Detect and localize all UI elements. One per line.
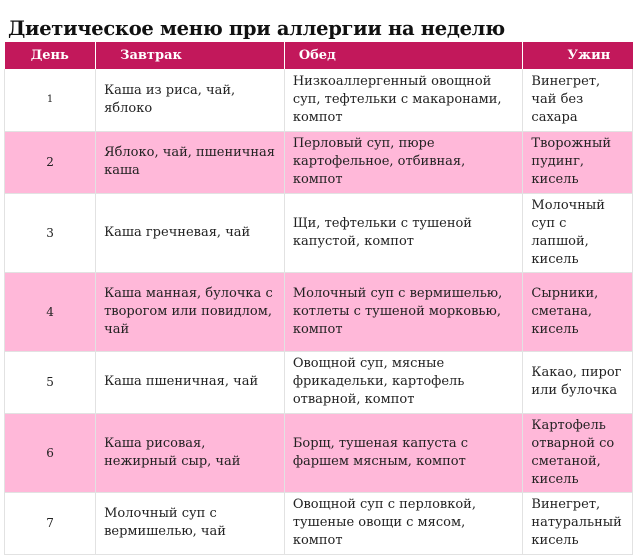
table-row xyxy=(5,413,633,492)
table-body xyxy=(5,69,633,554)
dinner-cell: Какао, пирог или булочка xyxy=(523,351,633,413)
table-row xyxy=(5,351,633,413)
lunch-cell: Перловый суп, пюре картофельное, отбивная, компот xyxy=(284,131,523,193)
header-lunch: Обед xyxy=(284,42,523,69)
breakfast-cell: Каша гречневая, чай xyxy=(96,193,285,272)
page-title: Диетическое меню при аллергии на неделю xyxy=(8,17,505,41)
day-cell: 1 xyxy=(5,69,96,131)
dinner-cell: Творожный пудинг, кисель xyxy=(523,131,633,193)
day-cell: 4 xyxy=(5,272,96,351)
breakfast-cell: Каша из риса, чай, яблоко xyxy=(96,69,285,131)
table-header xyxy=(5,42,633,69)
table-row xyxy=(5,193,633,272)
header-breakfast: Завтрак xyxy=(96,42,285,69)
dinner-cell: Молочный суп с лапшой, кисель xyxy=(523,193,633,272)
lunch-cell: Щи, тефтельки с тушеной капустой, компот xyxy=(284,193,523,272)
dinner-cell: Винегрет, натуральный кисель xyxy=(523,492,633,554)
table-row xyxy=(5,492,633,554)
dinner-cell: Картофель отварной со сметаной, кисель xyxy=(523,413,633,492)
day-cell: 5 xyxy=(5,351,96,413)
breakfast-cell: Каша манная, булочка с творогом или повидлом, чай xyxy=(96,272,285,351)
day-cell: 2 xyxy=(5,131,96,193)
dinner-cell: Сырники, сметана, кисель xyxy=(523,272,633,351)
lunch-cell: Борщ, тушеная капуста с фаршем мясным, компот xyxy=(284,413,523,492)
breakfast-cell: Яблоко, чай, пшеничная каша xyxy=(96,131,285,193)
table-row xyxy=(5,272,633,351)
breakfast-cell: Каша пшеничная, чай xyxy=(96,351,285,413)
header-day: День xyxy=(5,42,96,69)
day-cell: 3 xyxy=(5,193,96,272)
dinner-cell: Винегрет, чай без сахара xyxy=(523,69,633,131)
lunch-cell: Овощной суп, мясные фрикадельки, картофель отварной, компот xyxy=(284,351,523,413)
lunch-cell: Низкоаллергенный овощной суп, тефтельки с макаронами, компот xyxy=(284,69,523,131)
lunch-cell: Овощной суп с перловкой, тушеные овощи с мясом, компот xyxy=(284,492,523,554)
header-dinner: Ужин xyxy=(523,42,633,69)
weekly-menu-table xyxy=(4,42,633,555)
day-cell: 6 xyxy=(5,413,96,492)
day-cell: 7 xyxy=(5,492,96,554)
table-row xyxy=(5,69,633,131)
breakfast-cell: Каша рисовая, нежирный сыр, чай xyxy=(96,413,285,492)
header-row xyxy=(5,42,633,69)
lunch-cell: Молочный суп с вермишелью, котлеты с тушеной морковью, компот xyxy=(284,272,523,351)
breakfast-cell: Молочный суп с вермишелью, чай xyxy=(96,492,285,554)
table-row xyxy=(5,131,633,193)
